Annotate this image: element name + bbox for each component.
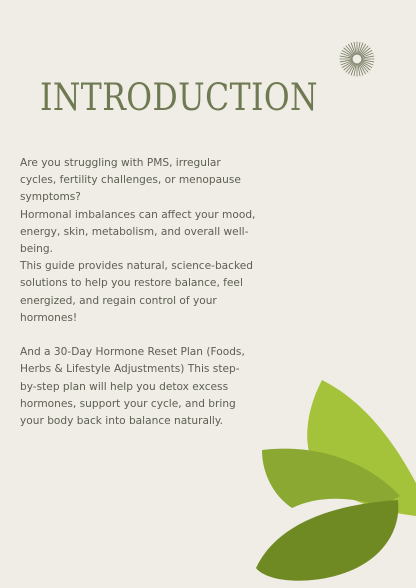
leaf-cluster-icon bbox=[252, 378, 416, 588]
paragraph-reset-plan: And a 30-Day Hormone Reset Plan (Foods, Herbs & Lifestyle Adjustments) This step-by-step plan will help you detox excess hormones, support your cycle, and bring your body back into balance naturally. bbox=[20, 346, 245, 428]
leaf-dark bbox=[256, 500, 398, 581]
paragraph-guide: This guide provides natural, science-backed solutions to help you restore balance, feel energized, and regain control of your hormones! bbox=[20, 260, 254, 324]
intro-text bbox=[20, 155, 256, 430]
paragraph-spacer bbox=[20, 327, 256, 344]
sunburst-icon bbox=[338, 40, 376, 78]
page-title: INTRODUCTION bbox=[40, 76, 318, 119]
paragraph-symptoms: Are you struggling with PMS, irregular cycles, fertility challenges, or menopause symptoms? bbox=[20, 157, 241, 204]
paragraph-imbalances: Hormonal imbalances can affect your mood, energy, skin, metabolism, and overall well-being. bbox=[20, 208, 256, 256]
